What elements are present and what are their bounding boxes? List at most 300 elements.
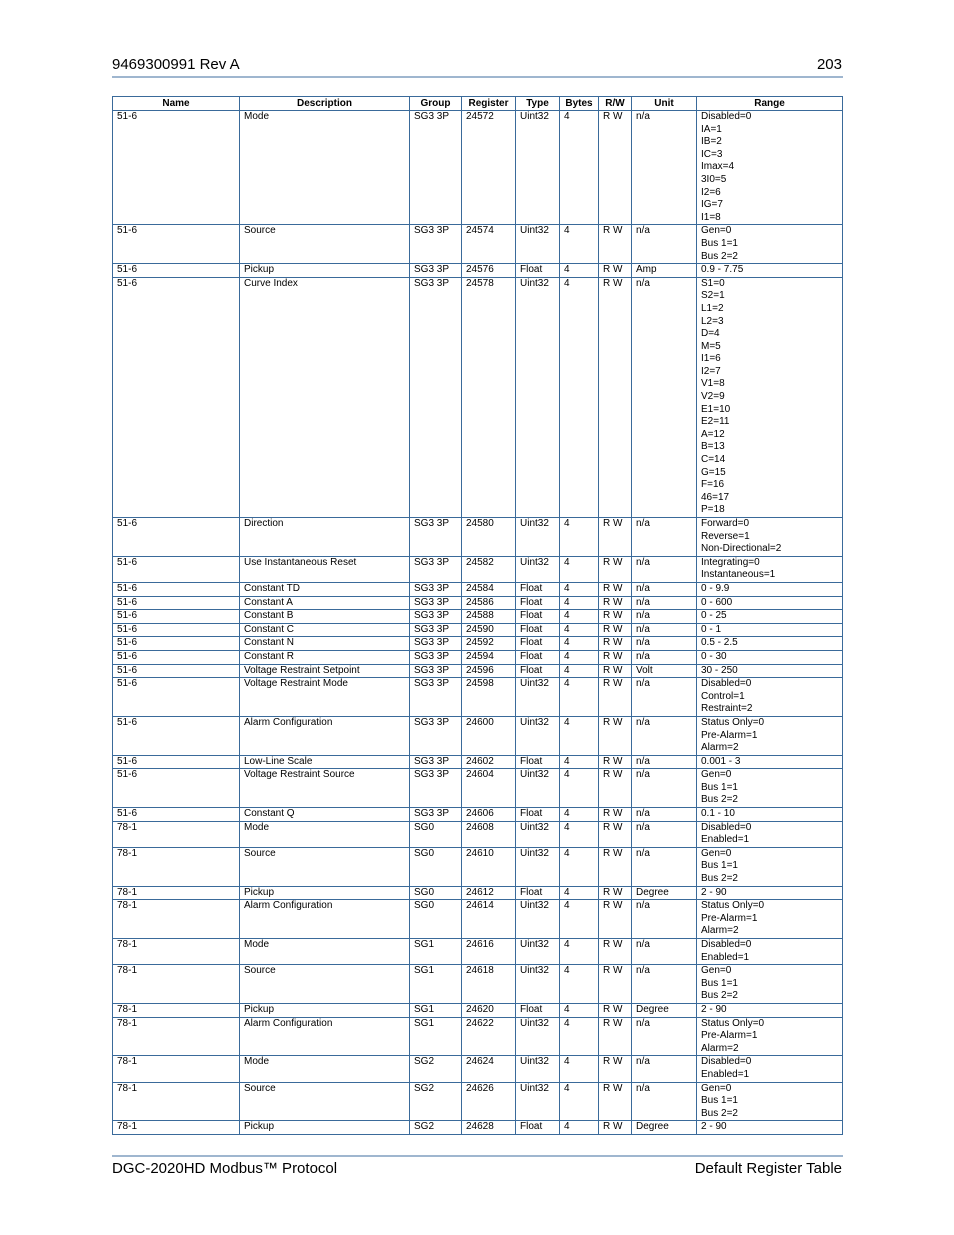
range-line: IG=7 (701, 199, 723, 211)
cell-description: Curve Index (240, 277, 410, 517)
range-line: E1=10 (701, 403, 731, 415)
range-line: 2 - 90 (701, 1003, 727, 1015)
cell-register: 24594 (462, 650, 516, 664)
cell-name: 78-1 (113, 821, 240, 847)
cell-group: SG3 3P (410, 808, 462, 822)
table-row (113, 556, 843, 582)
range-line: Reverse=1 (701, 530, 750, 542)
cell-group: SG3 3P (410, 610, 462, 624)
cell-name: 51-6 (113, 582, 240, 596)
cell-register: 24592 (462, 637, 516, 651)
cell-type: Uint32 (516, 821, 560, 847)
range-line: Forward=0 (701, 518, 750, 529)
cell-register: 24586 (462, 596, 516, 610)
cell-name: 51-6 (113, 716, 240, 755)
range-line: Status Only=0 (701, 716, 765, 728)
table-row (113, 264, 843, 278)
range-line: 3I0=5 (701, 173, 727, 185)
cell-bytes: 4 (560, 965, 599, 1004)
column-header-name: Name (113, 97, 240, 111)
cell-unit: n/a (632, 582, 697, 596)
cell-group: SG3 3P (410, 623, 462, 637)
cell-bytes: 4 (560, 755, 599, 769)
cell-unit: n/a (632, 808, 697, 822)
range-line: IC=3 (701, 148, 723, 160)
cell-rw: R W (599, 623, 632, 637)
cell-bytes: 4 (560, 111, 599, 225)
cell-register: 24578 (462, 277, 516, 517)
cell-rw: R W (599, 716, 632, 755)
cell-description: Mode (240, 939, 410, 965)
range-line: 30 - 250 (701, 664, 738, 676)
cell-type: Float (516, 808, 560, 822)
cell-register: 24624 (462, 1056, 516, 1082)
cell-description: Source (240, 1082, 410, 1121)
range-line: Bus 1=1 (701, 977, 738, 989)
cell-unit: n/a (632, 900, 697, 939)
table-row (113, 518, 843, 557)
cell-range (697, 716, 843, 755)
cell-register: 24574 (462, 225, 516, 264)
cell-description: Use Instantaneous Reset (240, 556, 410, 582)
table-row (113, 965, 843, 1004)
cell-description: Constant B (240, 610, 410, 624)
cell-type: Float (516, 755, 560, 769)
cell-rw: R W (599, 847, 632, 886)
range-line: Imax=4 (701, 161, 735, 173)
cell-range (697, 518, 843, 557)
range-line: Instantaneous=1 (701, 569, 776, 581)
cell-register: 24626 (462, 1082, 516, 1121)
range-line: Non-Directional=2 (701, 543, 782, 555)
range-line: Gen=0 (701, 847, 732, 859)
table-row (113, 1082, 843, 1121)
table-row (113, 111, 843, 225)
cell-group: SG3 3P (410, 596, 462, 610)
range-line: P=18 (701, 504, 725, 516)
cell-register: 24606 (462, 808, 516, 822)
cell-description: Constant TD (240, 582, 410, 596)
cell-register: 24580 (462, 518, 516, 557)
cell-range (697, 582, 843, 596)
cell-name: 51-6 (113, 623, 240, 637)
cell-type: Uint32 (516, 769, 560, 808)
cell-range (697, 1003, 843, 1017)
range-line: Bus 2=2 (701, 873, 738, 885)
cell-type: Uint32 (516, 965, 560, 1004)
footer-divider (112, 1155, 843, 1157)
cell-bytes: 4 (560, 939, 599, 965)
cell-name: 51-6 (113, 650, 240, 664)
cell-range (697, 664, 843, 678)
cell-type: Float (516, 623, 560, 637)
cell-description: Pickup (240, 1121, 410, 1135)
cell-group: SG2 (410, 1056, 462, 1082)
cell-unit: n/a (632, 225, 697, 264)
range-line: I1=6 (701, 353, 721, 365)
cell-range (697, 596, 843, 610)
range-line: IB=2 (701, 136, 722, 148)
cell-rw: R W (599, 678, 632, 717)
cell-register: 24602 (462, 755, 516, 769)
cell-range (697, 1056, 843, 1082)
cell-name: 78-1 (113, 1121, 240, 1135)
cell-type: Uint32 (516, 716, 560, 755)
cell-rw: R W (599, 225, 632, 264)
cell-register: 24588 (462, 610, 516, 624)
cell-description: Source (240, 847, 410, 886)
range-line: V2=9 (701, 391, 725, 403)
cell-description: Mode (240, 111, 410, 225)
cell-range (697, 755, 843, 769)
cell-range (697, 1017, 843, 1056)
cell-rw: R W (599, 664, 632, 678)
table-row (113, 596, 843, 610)
cell-group: SG3 3P (410, 111, 462, 225)
cell-name: 78-1 (113, 900, 240, 939)
cell-unit: n/a (632, 965, 697, 1004)
range-line: Integrating=0 (701, 556, 760, 568)
cell-name: 51-6 (113, 678, 240, 717)
cell-range (697, 637, 843, 651)
table-row (113, 610, 843, 624)
cell-register: 24612 (462, 886, 516, 900)
cell-unit: n/a (632, 637, 697, 651)
cell-group: SG1 (410, 965, 462, 1004)
table-row (113, 1121, 843, 1135)
cell-name: 51-6 (113, 596, 240, 610)
cell-name: 51-6 (113, 755, 240, 769)
cell-rw: R W (599, 556, 632, 582)
cell-type: Uint32 (516, 678, 560, 717)
register-table (112, 96, 843, 1135)
cell-bytes: 4 (560, 664, 599, 678)
cell-group: SG3 3P (410, 277, 462, 517)
cell-unit: n/a (632, 939, 697, 965)
cell-description: Pickup (240, 264, 410, 278)
page-number: 203 (816, 56, 842, 73)
range-line: Bus 2=2 (701, 1107, 738, 1119)
header-row (113, 97, 843, 111)
range-line: S1=0 (701, 277, 725, 289)
cell-unit: Degree (632, 886, 697, 900)
cell-rw: R W (599, 650, 632, 664)
cell-rw: R W (599, 1056, 632, 1082)
cell-bytes: 4 (560, 277, 599, 517)
cell-description: Alarm Configuration (240, 900, 410, 939)
cell-register: 24618 (462, 965, 516, 1004)
column-header-group: Group (410, 97, 462, 111)
cell-rw: R W (599, 1017, 632, 1056)
table-body (113, 111, 843, 1135)
cell-bytes: 4 (560, 225, 599, 264)
cell-register: 24590 (462, 623, 516, 637)
cell-description: Low-Line Scale (240, 755, 410, 769)
cell-range (697, 264, 843, 278)
cell-register: 24584 (462, 582, 516, 596)
cell-rw: R W (599, 1121, 632, 1135)
range-line: F=16 (701, 479, 725, 491)
cell-group: SG3 3P (410, 664, 462, 678)
range-line: Pre-Alarm=1 (701, 729, 758, 741)
cell-range (697, 1082, 843, 1121)
cell-unit: n/a (632, 596, 697, 610)
cell-bytes: 4 (560, 637, 599, 651)
cell-unit: n/a (632, 1082, 697, 1121)
cell-unit: n/a (632, 650, 697, 664)
range-line: Gen=0 (701, 1082, 732, 1094)
table-row (113, 716, 843, 755)
cell-unit: n/a (632, 1017, 697, 1056)
cell-bytes: 4 (560, 847, 599, 886)
cell-rw: R W (599, 610, 632, 624)
cell-rw: R W (599, 277, 632, 517)
range-line: 46=17 (701, 491, 730, 503)
cell-name: 78-1 (113, 886, 240, 900)
range-line: Alarm=2 (701, 1042, 739, 1054)
cell-rw: R W (599, 264, 632, 278)
cell-group: SG3 3P (410, 637, 462, 651)
cell-range (697, 650, 843, 664)
cell-range (697, 556, 843, 582)
range-line: Disabled=0 (701, 821, 752, 833)
range-line: I1=8 (701, 211, 721, 223)
column-header-bytes: Bytes (560, 97, 599, 111)
cell-unit: n/a (632, 1056, 697, 1082)
cell-unit: Amp (632, 264, 697, 278)
cell-bytes: 4 (560, 886, 599, 900)
cell-range (697, 225, 843, 264)
cell-bytes: 4 (560, 1082, 599, 1121)
cell-range (697, 1121, 843, 1135)
cell-unit: n/a (632, 769, 697, 808)
range-line: A=12 (701, 428, 725, 440)
cell-unit: n/a (632, 111, 697, 225)
cell-group: SG0 (410, 900, 462, 939)
range-line: C=14 (701, 454, 726, 466)
range-line: Bus 1=1 (701, 237, 738, 249)
cell-range (697, 610, 843, 624)
cell-bytes: 4 (560, 716, 599, 755)
cell-bytes: 4 (560, 623, 599, 637)
range-line: 2 - 90 (701, 1121, 727, 1133)
cell-register: 24608 (462, 821, 516, 847)
cell-unit: n/a (632, 277, 697, 517)
range-line: B=13 (701, 441, 725, 453)
cell-bytes: 4 (560, 610, 599, 624)
cell-unit: n/a (632, 755, 697, 769)
range-line: 0.001 - 3 (701, 755, 741, 767)
cell-rw: R W (599, 518, 632, 557)
range-line: Gen=0 (701, 965, 732, 977)
cell-name: 78-1 (113, 847, 240, 886)
column-header-range: Range (697, 97, 843, 111)
range-line: Enabled=1 (701, 1068, 750, 1080)
cell-unit: n/a (632, 610, 697, 624)
range-line: Enabled=1 (701, 834, 750, 846)
cell-type: Float (516, 264, 560, 278)
cell-register: 24576 (462, 264, 516, 278)
range-line: Alarm=2 (701, 925, 739, 937)
cell-type: Float (516, 610, 560, 624)
cell-group: SG0 (410, 821, 462, 847)
range-line: 0 - 600 (701, 596, 733, 608)
cell-type: Float (516, 650, 560, 664)
cell-group: SG1 (410, 939, 462, 965)
cell-bytes: 4 (560, 1003, 599, 1017)
cell-description: Pickup (240, 1003, 410, 1017)
cell-group: SG3 3P (410, 225, 462, 264)
range-line: Gen=0 (701, 225, 732, 237)
range-line: Enabled=1 (701, 951, 750, 963)
table-row (113, 900, 843, 939)
cell-group: SG1 (410, 1003, 462, 1017)
range-line: D=4 (701, 328, 720, 340)
cell-description: Constant A (240, 596, 410, 610)
cell-rw: R W (599, 769, 632, 808)
range-line: Control=1 (701, 690, 745, 702)
table-row (113, 1017, 843, 1056)
cell-name: 78-1 (113, 965, 240, 1004)
cell-unit: n/a (632, 623, 697, 637)
cell-type: Uint32 (516, 939, 560, 965)
cell-description: Mode (240, 1056, 410, 1082)
cell-rw: R W (599, 637, 632, 651)
range-line: 0 - 25 (701, 610, 727, 622)
column-header-description: Description (240, 97, 410, 111)
table-row (113, 1056, 843, 1082)
footer-section: Default Register Table (694, 1160, 842, 1177)
table-row (113, 886, 843, 900)
cell-range (697, 769, 843, 808)
cell-register: 24604 (462, 769, 516, 808)
cell-rw: R W (599, 111, 632, 225)
cell-type: Uint32 (516, 111, 560, 225)
cell-bytes: 4 (560, 596, 599, 610)
cell-range (697, 111, 843, 225)
table-row (113, 225, 843, 264)
cell-name: 78-1 (113, 1082, 240, 1121)
range-line: Bus 1=1 (701, 781, 738, 793)
cell-description: Constant N (240, 637, 410, 651)
range-line: 0 - 1 (701, 623, 722, 635)
range-line: M=5 (701, 340, 721, 352)
cell-type: Uint32 (516, 277, 560, 517)
cell-description: Alarm Configuration (240, 1017, 410, 1056)
cell-rw: R W (599, 900, 632, 939)
cell-group: SG1 (410, 1017, 462, 1056)
cell-type: Uint32 (516, 556, 560, 582)
cell-type: Uint32 (516, 518, 560, 557)
range-line: Bus 2=2 (701, 250, 738, 262)
cell-unit: Degree (632, 1003, 697, 1017)
range-line: G=15 (701, 466, 726, 478)
cell-group: SG2 (410, 1082, 462, 1121)
range-line: IA=1 (701, 123, 722, 135)
cell-range (697, 623, 843, 637)
cell-bytes: 4 (560, 556, 599, 582)
cell-bytes: 4 (560, 1017, 599, 1056)
cell-group: SG3 3P (410, 556, 462, 582)
cell-type: Uint32 (516, 225, 560, 264)
range-line: L1=2 (701, 302, 724, 314)
range-line: Restraint=2 (701, 703, 753, 715)
range-line: I2=6 (701, 186, 721, 198)
cell-range (697, 900, 843, 939)
cell-group: SG3 3P (410, 582, 462, 596)
cell-register: 24582 (462, 556, 516, 582)
range-line: Disabled=0 (701, 678, 752, 690)
cell-range (697, 277, 843, 517)
cell-register: 24616 (462, 939, 516, 965)
cell-name: 51-6 (113, 277, 240, 517)
range-line: Status Only=0 (701, 900, 765, 912)
cell-bytes: 4 (560, 678, 599, 717)
cell-rw: R W (599, 1082, 632, 1121)
cell-group: SG0 (410, 847, 462, 886)
cell-bytes: 4 (560, 518, 599, 557)
cell-description: Voltage Restraint Mode (240, 678, 410, 717)
cell-description: Constant R (240, 650, 410, 664)
column-header-register: Register (462, 97, 516, 111)
cell-rw: R W (599, 886, 632, 900)
cell-name: 51-6 (113, 637, 240, 651)
cell-description: Constant C (240, 623, 410, 637)
cell-unit: n/a (632, 678, 697, 717)
range-line: V1=8 (701, 378, 725, 390)
range-line: Bus 1=1 (701, 1095, 738, 1107)
cell-group: SG3 3P (410, 769, 462, 808)
cell-group: SG3 3P (410, 716, 462, 755)
cell-description: Pickup (240, 886, 410, 900)
cell-register: 24610 (462, 847, 516, 886)
column-header-unit: Unit (632, 97, 697, 111)
cell-name: 51-6 (113, 518, 240, 557)
table-header (113, 97, 843, 111)
cell-type: Uint32 (516, 1082, 560, 1121)
range-line: I2=7 (701, 365, 721, 377)
range-line: Disabled=0 (701, 1056, 752, 1068)
cell-range (697, 821, 843, 847)
cell-rw: R W (599, 939, 632, 965)
table-row (113, 664, 843, 678)
table-row (113, 847, 843, 886)
cell-register: 24622 (462, 1017, 516, 1056)
range-line: S2=1 (701, 290, 725, 302)
cell-description: Source (240, 225, 410, 264)
column-header-type: Type (516, 97, 560, 111)
cell-type: Float (516, 582, 560, 596)
cell-bytes: 4 (560, 650, 599, 664)
cell-register: 24598 (462, 678, 516, 717)
cell-type: Float (516, 1003, 560, 1017)
cell-description: Direction (240, 518, 410, 557)
cell-group: SG0 (410, 886, 462, 900)
document-number: 9469300991 Rev A (112, 56, 240, 73)
cell-rw: R W (599, 808, 632, 822)
cell-rw: R W (599, 1003, 632, 1017)
table-row (113, 623, 843, 637)
range-line: Disabled=0 (701, 111, 752, 122)
range-line: Pre-Alarm=1 (701, 1030, 758, 1042)
cell-type: Float (516, 664, 560, 678)
cell-range (697, 965, 843, 1004)
range-line: 0.9 - 7.75 (701, 264, 744, 276)
cell-name: 51-6 (113, 225, 240, 264)
range-line: L2=3 (701, 315, 724, 327)
cell-description: Voltage Restraint Setpoint (240, 664, 410, 678)
cell-name: 51-6 (113, 111, 240, 225)
